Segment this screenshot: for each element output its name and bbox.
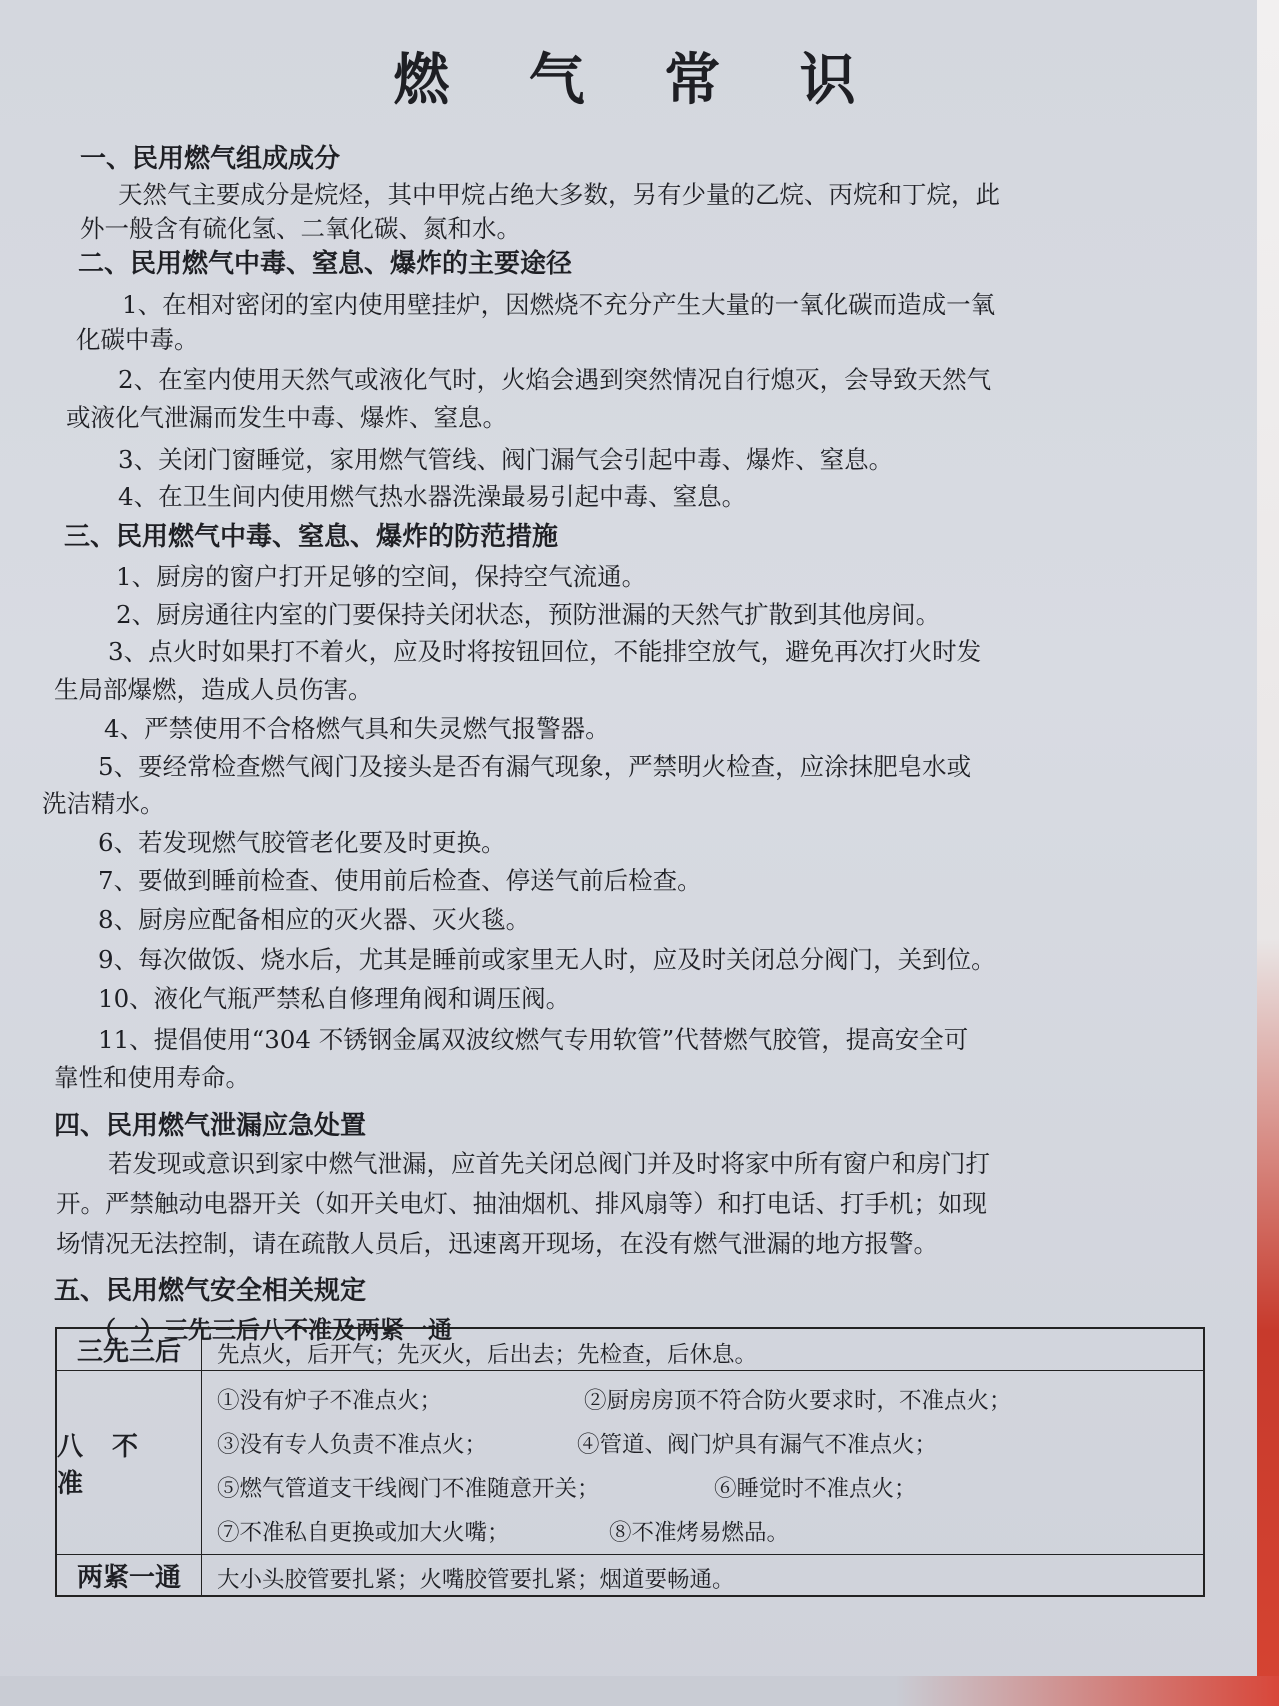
section-5-heading: 五、民用燃气安全相关规定: [54, 1276, 367, 1306]
section-2-line: 2、在室内使用天然气或液化气时，火焰会遇到突然情况自行熄灭，会导致天然气: [118, 365, 992, 394]
rule-item: ②厨房房顶不符合防火要求时，不准点火；: [584, 1388, 1012, 1414]
section-3-line: 1、厨房的窗户打开足够的空间，保持空气流通。: [116, 562, 647, 591]
table-row: [57, 1371, 1203, 1555]
section-1-line: 外一般含有硫化氢、二氧化碳、氮和水。: [80, 214, 521, 243]
row-text-liangjin: 大小头胶管要扎紧；火嘴胶管要扎紧；烟道要畅通。: [217, 1567, 735, 1593]
section-3-line: 9、每次做饭、烧水后，尤其是睡前或家里无人时，应及时关闭总分阀门，关到位。: [98, 945, 996, 974]
table-row: [57, 1555, 1203, 1595]
section-3-heading: 三、民用燃气中毒、窒息、爆炸的防范措施: [64, 522, 559, 552]
section-3-line: 8、厨房应配备相应的灭火器、灭火毯。: [98, 905, 531, 934]
rule-item: ⑦不准私自更换或加大火嘴；: [217, 1520, 510, 1546]
rule-item: ⑧不准烤易燃品。: [609, 1520, 790, 1546]
section-3-line: 5、要经常检查燃气阀门及接头是否有漏气现象，严禁明火检查，应涂抹肥皂水或: [98, 752, 972, 781]
section-2-line: 4、在卫生间内使用燃气热水器洗澡最易引起中毒、窒息。: [118, 482, 747, 511]
section-2-line: 化碳中毒。: [76, 325, 199, 354]
row-text-sanxian: 先点火，后开气；先灭火，后出去；先检查，后休息。: [217, 1342, 758, 1368]
section-3-line: 2、厨房通往内室的门要保持关闭状态，预防泄漏的天然气扩散到其他房间。: [116, 600, 941, 629]
bottom-background-edge: [0, 1676, 1279, 1706]
section-3-line: 3、点火时如果打不着火，应及时将按钮回位，不能排空放气，避免再次打火时发: [108, 637, 982, 666]
section-4-line: 开。严禁触动电器开关（如开关电灯、抽油烟机、排风扇等）和打电话、打手机；如现: [56, 1189, 987, 1218]
red-background-edge: [1257, 0, 1279, 1706]
section-4-line: 场情况无法控制，请在疏散人员后，迅速离开现场，在没有燃气泄漏的地方报警。: [56, 1229, 938, 1258]
section-1-line: 天然气主要成分是烷烃，其中甲烷占绝大多数，另有少量的乙烷、丙烷和丁烷，此: [118, 180, 1000, 209]
document-title: 燃 气 常 识: [393, 48, 886, 113]
section-3-line: 生局部爆燃，造成人员伤害。: [54, 675, 373, 704]
table-row: [57, 1329, 1203, 1371]
rules-table: [55, 1327, 1205, 1597]
section-2-line: 3、关闭门窗睡觉，家用燃气管线、阀门漏气会引起中毒、爆炸、窒息。: [118, 445, 894, 474]
rule-item: ⑥睡觉时不准点火；: [714, 1476, 917, 1502]
section-3-line: 洗洁精水。: [42, 789, 165, 818]
row-label-liangjin: 两紧一通: [57, 1555, 202, 1595]
section-1-heading: 一、民用燃气组成成分: [80, 144, 341, 174]
rule-item: ⑤燃气管道支干线阀门不准随意开关；: [217, 1476, 600, 1502]
section-3-line: 11、提倡使用“304 不锈钢金属双波纹燃气专用软管”代替燃气胶管，提高安全可: [98, 1025, 969, 1054]
section-3-line: 10、液化气瓶严禁私自修理角阀和调压阀。: [98, 984, 571, 1013]
section-3-line: 7、要做到睡前检查、使用前后检查、停送气前后检查。: [98, 866, 702, 895]
section-3-line: 6、若发现燃气胶管老化要及时更换。: [98, 828, 506, 857]
section-4-line: 若发现或意识到家中燃气泄漏，应首先关闭总阀门并及时将家中所有窗户和房门打: [108, 1149, 990, 1178]
section-3-line: 靠性和使用寿命。: [54, 1063, 250, 1092]
row-label-sanxian: 三先三后: [57, 1329, 202, 1370]
row-label-babuzhun: 八 不 准: [57, 1371, 202, 1554]
section-2-heading: 二、民用燃气中毒、窒息、爆炸的主要途径: [78, 249, 573, 279]
rule-item: ①没有炉子不准点火；: [217, 1388, 443, 1414]
section-5-subheading: （一）三先三后八不准及两紧一通: [92, 1316, 452, 1344]
rule-item: ③没有专人负责不准点火；: [217, 1432, 488, 1458]
section-2-line: 或液化气泄漏而发生中毒、爆炸、窒息。: [66, 403, 507, 432]
section-4-heading: 四、民用燃气泄漏应急处置: [54, 1111, 367, 1141]
section-2-line: 1、在相对密闭的室内使用壁挂炉，因燃烧不充分产生大量的一氧化碳而造成一氧: [122, 290, 996, 319]
rule-item: ④管道、阀门炉具有漏气不准点火；: [577, 1432, 938, 1458]
section-3-line: 4、严禁使用不合格燃气具和失灵燃气报警器。: [104, 714, 610, 743]
